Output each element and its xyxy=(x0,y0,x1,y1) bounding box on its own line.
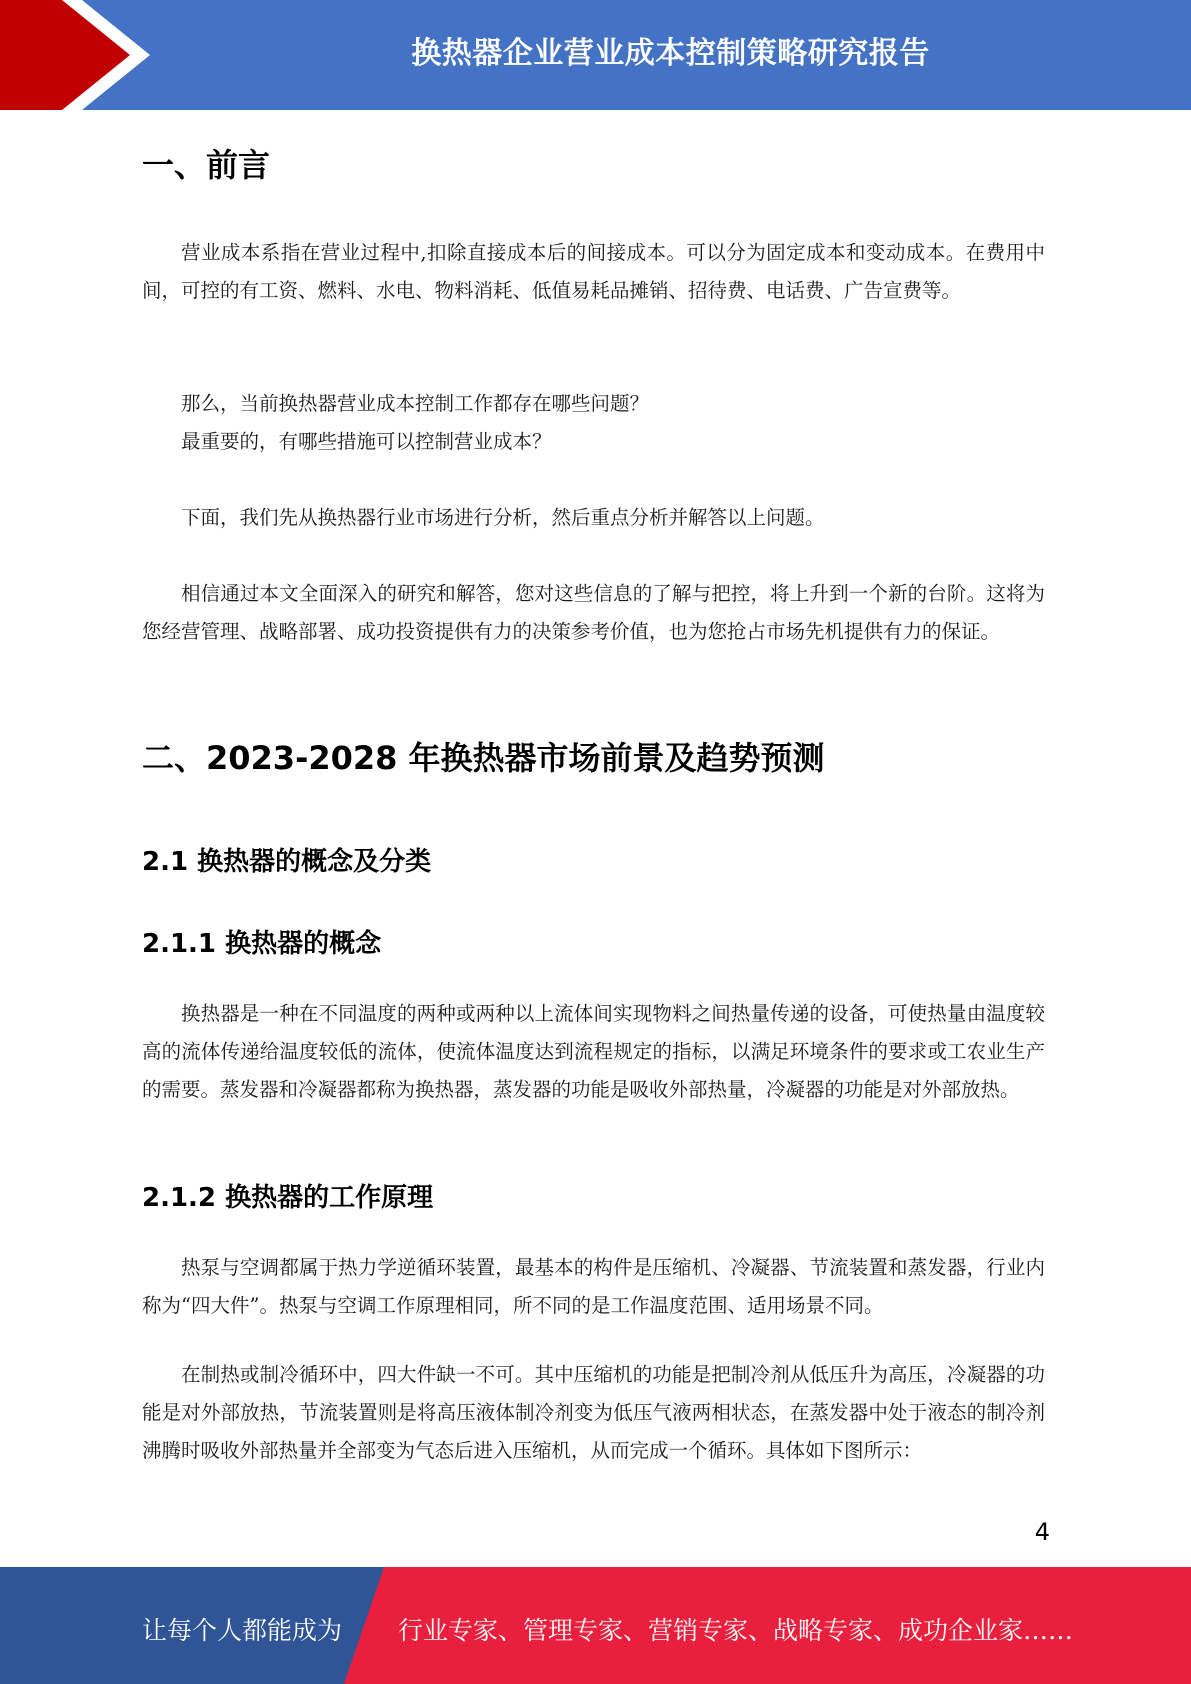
paragraph: 相信通过本文全面深入的研究和解答，您对这些信息的了解与把控，将上升到一个新的台阶。这将为您经营管理、战略部署、成功投资提供有力的决策参考价值，也为您抢占市场先机提供有力的保证。 xyxy=(142,582,1045,643)
footer-banner xyxy=(0,1567,1191,1684)
paragraph: 最重要的，有哪些措施可以控制营业成本？ xyxy=(181,430,552,453)
paragraph: 那么，当前换热器营业成本控制工作都存在哪些问题？ xyxy=(181,392,650,415)
header-banner xyxy=(0,0,1191,110)
page-number: 4 xyxy=(1034,1518,1050,1546)
paragraph: 热泵与空调都属于热力学逆循环装置，最基本的构件是压缩机、冷凝器、节流装置和蒸发器，行业内称为“四大件”。热泵与空调工作原理相同，所不同的是工作温度范围、适用场景不同。 xyxy=(142,1256,1045,1317)
footer-slogan-left: 让每个人都能成为 xyxy=(142,1616,343,1645)
footer-slogan-right: 行业专家、管理专家、营销专家、战略专家、成功企业家…… xyxy=(398,1616,1074,1645)
section-heading-market: 二、2023-2028 年换热器市场前景及趋势预测 xyxy=(142,739,825,777)
paragraph: 营业成本系指在营业过程中,扣除直接成本后的间接成本。可以分为固定成本和变动成本。在费用中间，可控的有工资、燃料、水电、物料消耗、低值易耗品摊销、招待费、电话费、广告宣费等。 xyxy=(142,241,1045,302)
subsection-heading-2-1-2: 2.1.2 换热器的工作原理 xyxy=(142,1183,434,1213)
subsection-heading-2-1: 2.1 换热器的概念及分类 xyxy=(142,847,432,877)
section-heading-preface: 一、前言 xyxy=(142,146,271,184)
subsection-heading-2-1-1: 2.1.1 换热器的概念 xyxy=(142,929,382,959)
paragraph: 换热器是一种在不同温度的两种或两种以上流体间实现物料之间热量传递的设备，可使热量由温度较高的流体传递给温度较低的流体，使流体温度达到流程规定的指标，以满足环境条件的要求或工农业生产的需要。蒸发器和冷凝器都称为换热器，蒸发器的功能是吸收外部热量，冷凝器的功能是对外部放热。 xyxy=(142,1002,1045,1101)
report-title: 换热器企业营业成本控制策略研究报告 xyxy=(411,36,930,71)
paragraph: 下面，我们先从换热器行业市场进行分析，然后重点分析并解答以上问题。 xyxy=(181,506,825,529)
paragraph: 在制热或制冷循环中，四大件缺一不可。其中压缩机的功能是把制冷剂从低压升为高压，冷凝器的功能是对外部放热，节流装置则是将高压液体制冷剂变为低压气液两相状态，在蒸发器中处于液态的制冷剂沸腾时吸收外部热量并全部变为气态后进入压缩机，从而完成一个循环。具体如下图所示： xyxy=(142,1363,1045,1462)
